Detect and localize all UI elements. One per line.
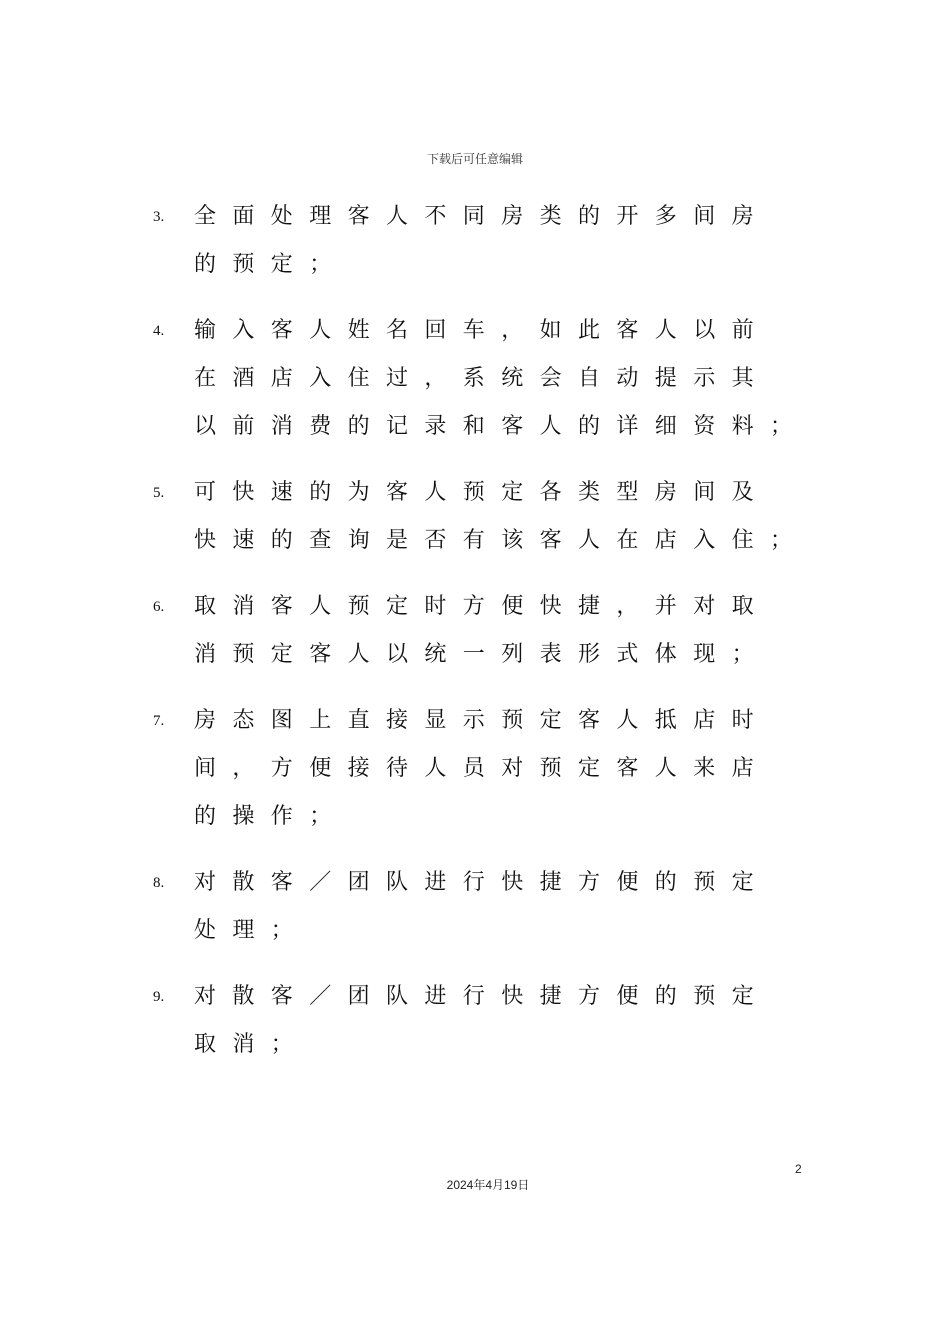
list-item-line: 在酒店入住过，系统会自动提示其 bbox=[194, 366, 771, 391]
footer-date: 2024年4月19日 bbox=[446, 1178, 530, 1192]
list-item bbox=[0, 859, 950, 955]
list-item-line: 的操作； bbox=[194, 804, 348, 829]
list-item bbox=[0, 307, 950, 451]
list-item-line: 间，方便接待人员对预定客人来店 bbox=[194, 756, 771, 781]
page-header: 下载后可任意编辑 bbox=[426, 152, 523, 166]
list-item-line: 全面处理客人不同房类的开多间房 bbox=[194, 204, 771, 229]
list-item-number: 9. bbox=[153, 989, 165, 1005]
list-item-line: 房态图上直接显示预定客人抵店时 bbox=[194, 708, 771, 733]
list-item-number: 7. bbox=[153, 713, 165, 729]
list-item-line: 对散客／团队进行快捷方便的预定 bbox=[194, 984, 771, 1009]
numbered-list bbox=[0, 193, 950, 1087]
list-item bbox=[0, 973, 950, 1069]
list-item-line: 以前消费的记录和客人的详细资料； bbox=[194, 414, 809, 439]
list-item-line: 对散客／团队进行快捷方便的预定 bbox=[194, 870, 771, 895]
list-item-line: 快速的查询是否有该客人在店入住； bbox=[194, 528, 809, 553]
list-item bbox=[0, 583, 950, 679]
list-item bbox=[0, 469, 950, 565]
list-item-line: 的预定； bbox=[194, 252, 348, 277]
list-item-number: 6. bbox=[153, 599, 165, 615]
list-item-line: 消预定客人以统一列表形式体现； bbox=[194, 642, 771, 667]
list-item-line: 处理； bbox=[194, 918, 310, 943]
list-item-number: 3. bbox=[153, 209, 165, 225]
list-item-line: 取消； bbox=[194, 1032, 310, 1057]
page-number: 2 bbox=[795, 1162, 802, 1176]
list-item-number: 4. bbox=[153, 323, 165, 339]
list-item-line: 取消客人预定时方便快捷，并对取 bbox=[194, 594, 771, 619]
list-item-number: 5. bbox=[153, 485, 165, 501]
list-item-line: 可快速的为客人预定各类型房间及 bbox=[194, 480, 771, 505]
list-item bbox=[0, 193, 950, 289]
list-item bbox=[0, 697, 950, 841]
list-item-number: 8. bbox=[153, 875, 165, 891]
list-item-line: 输入客人姓名回车，如此客人以前 bbox=[194, 318, 771, 343]
